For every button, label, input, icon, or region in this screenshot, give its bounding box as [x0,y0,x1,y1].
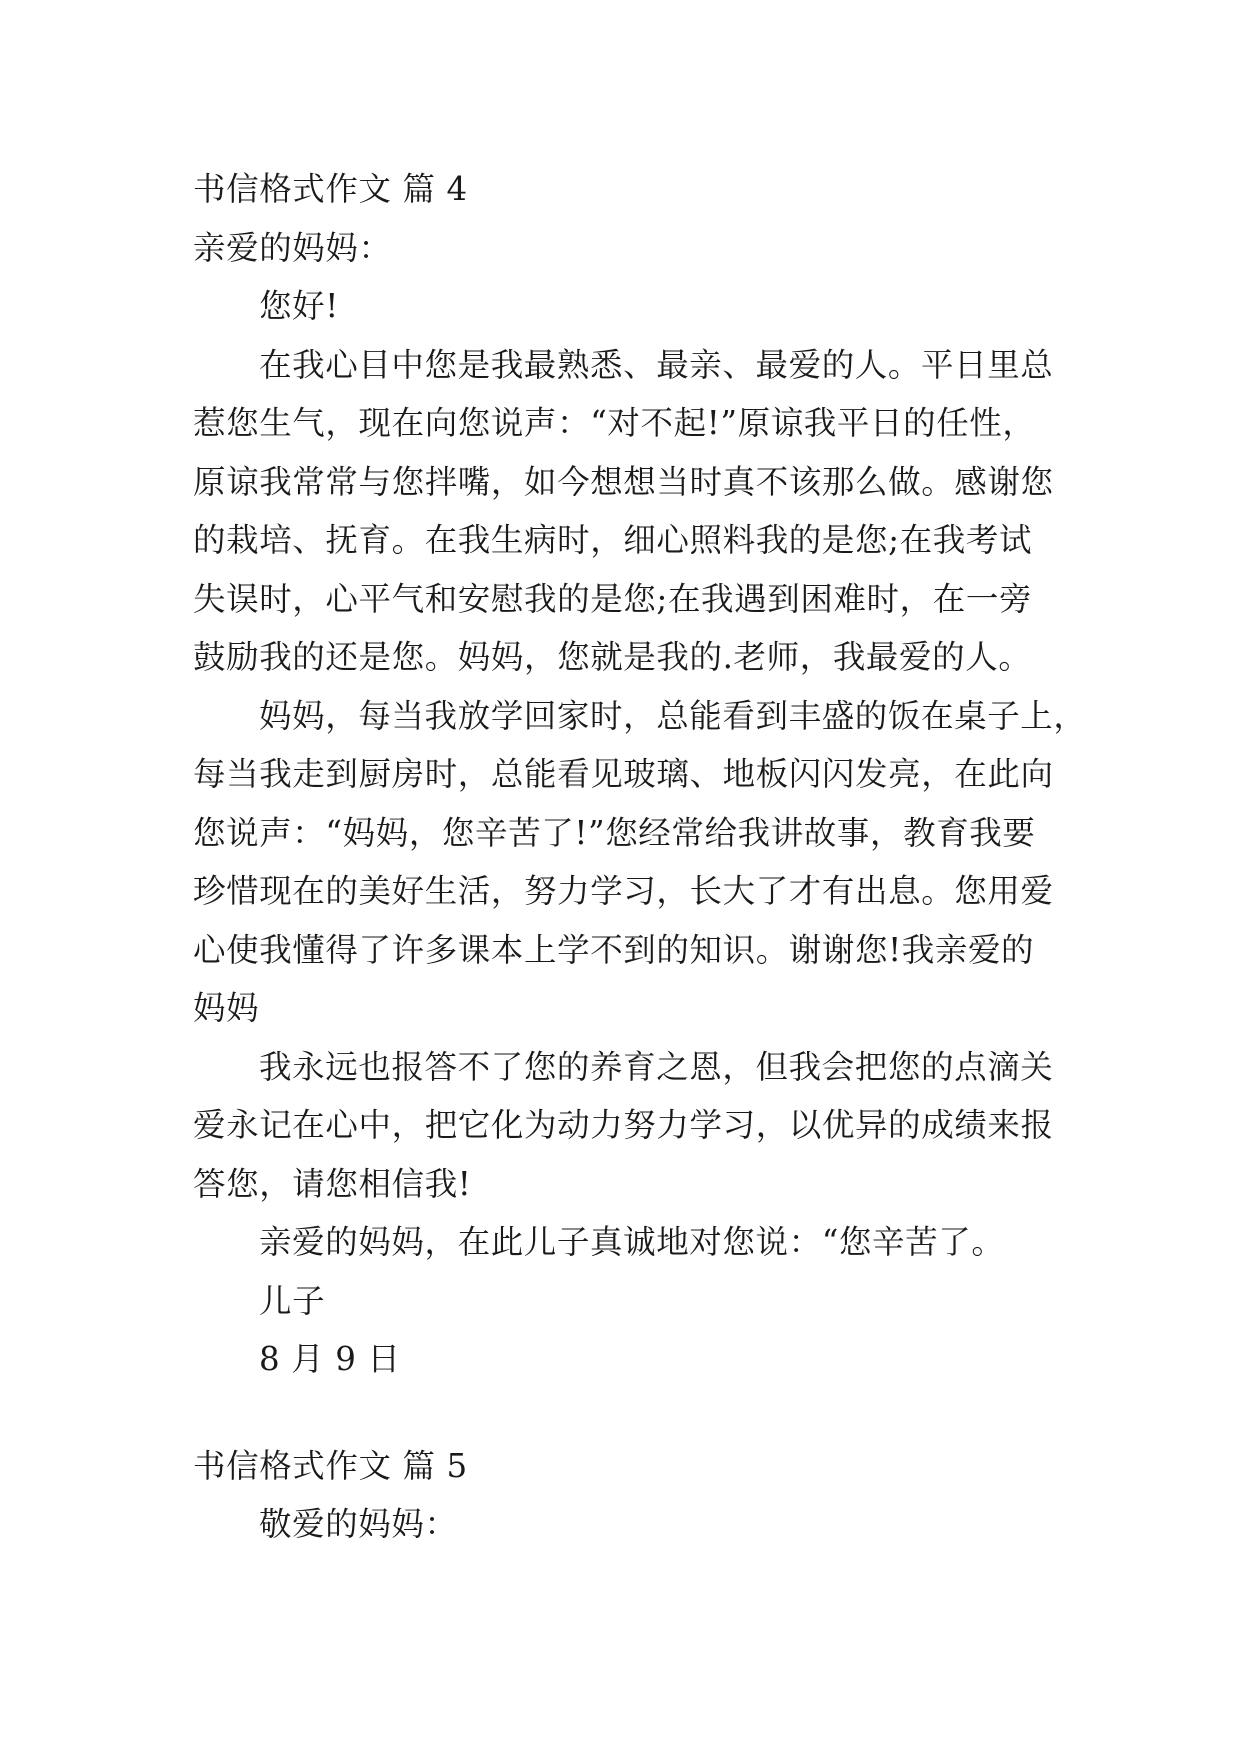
document-body [193,160,1087,1554]
letter4-signature: 儿子 [259,1281,326,1320]
letter4-date: 8 月 9 日 [259,1340,401,1378]
letter5-heading: 书信格式作文 篇 5 [193,1446,468,1485]
paragraph-line: 亲爱的妈妈，在此儿子真诚地对您说：“您辛苦了。 [259,1223,1005,1261]
section-gap [193,1389,1063,1437]
paragraph-line: 在我心目中您是我最熟悉、最亲、最爱的人。平日里总 [259,345,1054,384]
paragraph-line: 失误时，心平气和安慰我的是您;在我遇到困难时，在一旁 [193,579,1033,618]
paragraph-line: 珍惜现在的美好生活，努力学习，长大了才有出息。您用爱 [193,872,1054,910]
letter5-salutation: 敬爱的妈妈： [259,1505,458,1543]
letter4-greeting: 您好! [259,287,339,325]
paragraph-line: 惹您生气，现在向您说声：“对不起!”原谅我平日的任性， [193,404,1036,442]
paragraph-line: 爱永记在心中，把它化为动力努力学习，以优异的成绩来报 [193,1106,1054,1144]
paragraph-line: 的栽培、抚育。在我生病时，细心照料我的是您;在我考试 [193,521,1033,559]
letter4-salutation: 亲爱的妈妈： [193,228,392,267]
paragraph-line: 心使我懂得了许多课本上学不到的知识。谢谢您!我亲爱的 [193,930,1035,969]
paragraph-line: 答您，请您相信我! [193,1164,472,1203]
paragraph-line: 鼓励我的还是您。妈妈，您就是我的.老师，我最爱的人。 [193,638,1032,676]
paragraph-line: 原谅我常常与您拌嘴，如今想想当时真不该那么做。感谢您 [193,462,1054,501]
paragraph-line: 您说声：“妈妈，您辛苦了!”您经常给我讲故事，教育我要 [193,813,1036,852]
paragraph-line: 妈妈，每当我放学回家时，总能看到丰盛的饭在桌子上， [259,696,1087,735]
letter4-heading: 书信格式作文 篇 4 [193,170,468,208]
paragraph-line: 每当我走到厨房时，总能看见玻璃、地板闪闪发亮，在此向 [193,755,1054,793]
paragraph-line: 我永远也报答不了您的养育之恩，但我会把您的点滴关 [259,1047,1054,1086]
paragraph-line: 妈妈 [193,989,260,1027]
